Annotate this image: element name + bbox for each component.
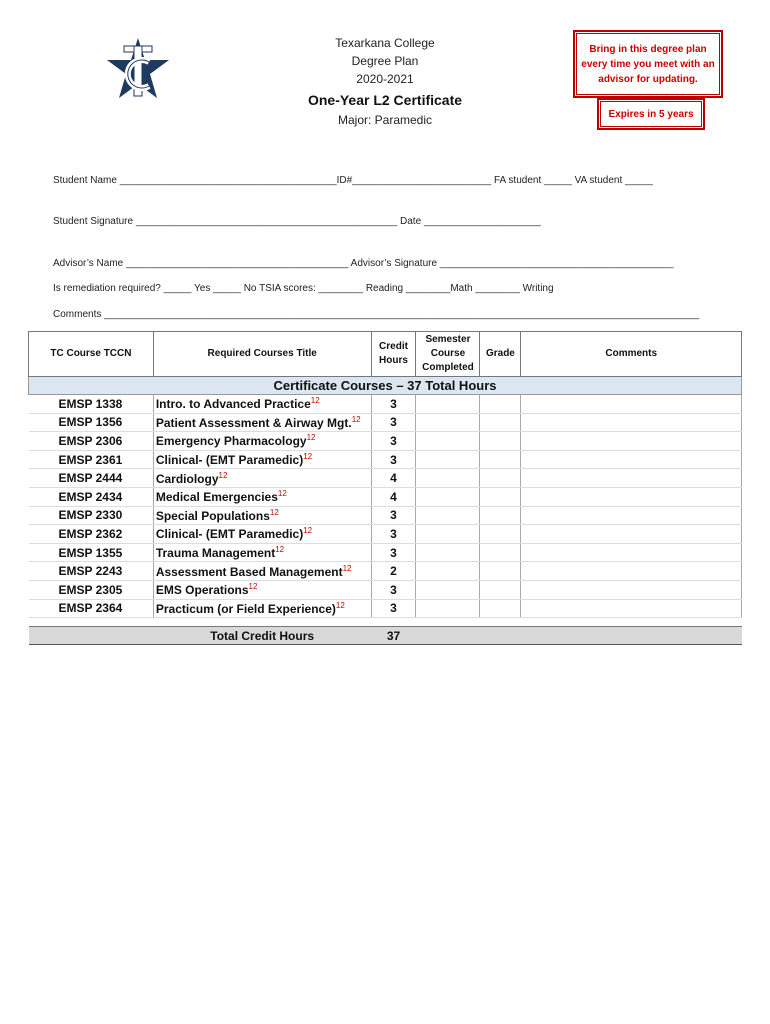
credit-hours [371, 413, 416, 432]
major: Major: Paramedic [337, 113, 433, 127]
course-title [153, 599, 371, 618]
course-code-text: EMSP 1338 [58, 396, 123, 411]
comments-cell[interactable] [521, 450, 742, 469]
course-code-text: EMSP 2330 [58, 508, 123, 523]
course-code-text: EMSP 1356 [58, 415, 123, 430]
grade-cell[interactable] [480, 562, 521, 581]
student-info-line[interactable]: Student Name _______________________________________ID#_________________________ FA student _____ VA student _____ [53, 175, 653, 186]
course-title [153, 543, 371, 562]
course-code [29, 506, 154, 525]
course-title-text: EMS Operations [155, 583, 249, 598]
semester-cell[interactable] [416, 432, 480, 451]
table-row [29, 432, 742, 451]
comments-line[interactable]: Comments ___________________________________________________________________________________________________________ [53, 309, 700, 320]
comments-cell[interactable] [521, 506, 742, 525]
comments-cell[interactable] [521, 413, 742, 432]
course-code [29, 395, 154, 414]
course-title-text: Practicum (or Field Experience) [155, 601, 336, 616]
table-row [29, 562, 742, 581]
course-code-text: EMSP 1355 [58, 545, 123, 560]
footnote-marker: 12 [303, 452, 313, 462]
course-title-text: Trauma Management [155, 546, 276, 561]
semester-cell[interactable] [416, 469, 480, 488]
credit-hours-text: 3 [390, 526, 397, 541]
table-row [29, 599, 742, 618]
table-row [29, 525, 742, 544]
credit-hours [371, 395, 416, 414]
header-comments: Comments [521, 332, 742, 377]
semester-cell[interactable] [416, 580, 480, 599]
course-code-text: EMSP 2361 [58, 452, 123, 467]
semester-cell[interactable] [416, 506, 480, 525]
course-rows [29, 395, 742, 618]
grade-cell[interactable] [480, 506, 521, 525]
footnote-marker: 12 [310, 396, 320, 406]
semester-cell[interactable] [416, 450, 480, 469]
course-code-text: EMSP 2444 [58, 471, 123, 486]
course-title [153, 450, 371, 469]
credit-hours-text: 3 [390, 452, 397, 467]
footnote-marker: 12 [335, 600, 345, 610]
academic-year: 2020-2021 [356, 72, 414, 86]
comments-cell[interactable] [521, 395, 742, 414]
table-row [29, 506, 742, 525]
comments-cell[interactable] [521, 525, 742, 544]
credit-hours-text: 3 [390, 433, 397, 448]
course-code [29, 562, 154, 581]
credit-hours-text: 3 [390, 508, 397, 523]
table-spacer [29, 618, 742, 627]
semester-cell[interactable] [416, 543, 480, 562]
total-hours: 37 [371, 627, 416, 645]
grade-cell[interactable] [480, 599, 521, 618]
comments-cell[interactable] [521, 580, 742, 599]
footnote-marker: 12 [269, 507, 279, 517]
course-code [29, 432, 154, 451]
grade-cell[interactable] [480, 395, 521, 414]
course-title [153, 413, 371, 432]
section-title: Certificate Courses – 37 Total Hours [29, 377, 742, 395]
grade-cell[interactable] [480, 487, 521, 506]
footnote-marker: 12 [218, 470, 228, 480]
header-semester: Semester Course Completed [416, 332, 480, 377]
course-title-text: Patient Assessment & Airway Mgt. [155, 415, 352, 430]
doc-type: Degree Plan [351, 54, 419, 68]
course-table [28, 331, 742, 645]
course-title [153, 395, 371, 414]
credit-hours [371, 525, 416, 544]
course-code-text: EMSP 2306 [58, 433, 123, 448]
credit-hours-text: 3 [390, 415, 397, 430]
credit-hours [371, 506, 416, 525]
credit-hours-text: 3 [390, 545, 397, 560]
college-logo [105, 36, 171, 102]
credit-hours [371, 487, 416, 506]
credit-hours [371, 599, 416, 618]
table-row [29, 580, 742, 599]
semester-cell[interactable] [416, 395, 480, 414]
footnote-marker: 12 [275, 545, 285, 555]
table-row [29, 450, 742, 469]
credit-hours-text: 4 [390, 489, 397, 504]
semester-cell[interactable] [416, 487, 480, 506]
grade-cell[interactable] [480, 432, 521, 451]
credit-hours [371, 469, 416, 488]
header-course: TC Course TCCN [29, 332, 154, 377]
table-row [29, 413, 742, 432]
comments-cell[interactable] [521, 543, 742, 562]
comments-cell[interactable] [521, 469, 742, 488]
course-title-text: Special Populations [155, 508, 270, 523]
credit-hours [371, 580, 416, 599]
credit-hours-text: 3 [390, 601, 397, 616]
footnote-marker: 12 [342, 563, 352, 573]
grade-cell[interactable] [480, 413, 521, 432]
certificate-title: One-Year L2 Certificate [307, 92, 463, 108]
footnote-marker: 12 [248, 582, 258, 592]
header-credit: Credit Hours [371, 332, 416, 377]
course-title [153, 469, 371, 488]
course-title-text: Medical Emergencies [155, 490, 278, 505]
semester-cell[interactable] [416, 562, 480, 581]
grade-cell[interactable] [480, 450, 521, 469]
course-code-text: EMSP 2434 [58, 489, 123, 504]
credit-hours [371, 450, 416, 469]
course-code [29, 469, 154, 488]
footnote-marker: 12 [303, 526, 313, 536]
table-row [29, 543, 742, 562]
course-code-text: EMSP 2364 [58, 601, 123, 616]
expiry-notice-box: Expires in 5 years [597, 98, 705, 130]
comments-cell[interactable] [521, 432, 742, 451]
course-code [29, 413, 154, 432]
grade-cell[interactable] [480, 543, 521, 562]
credit-hours [371, 432, 416, 451]
remediation-line[interactable]: Is remediation required? _____ Yes _____ No TSIA scores: ________ Reading ________Math ________ Writing [53, 283, 554, 294]
course-title-text: Assessment Based Management [155, 564, 343, 579]
total-label: Total Credit Hours [153, 627, 371, 645]
course-title-text: Intro. to Advanced Practice [155, 397, 311, 412]
course-title-text: Cardiology [155, 471, 219, 486]
header-title: Required Courses Title [153, 332, 371, 377]
grade-cell[interactable] [480, 525, 521, 544]
credit-hours-text: 3 [390, 396, 397, 411]
grade-cell[interactable] [480, 580, 521, 599]
advisor-line[interactable]: Advisor’s Name ________________________________________ Advisor’s Signature __________________________________________ [53, 258, 674, 269]
semester-cell[interactable] [416, 599, 480, 618]
course-title [153, 487, 371, 506]
course-code [29, 580, 154, 599]
college-name: Texarkana College [335, 36, 435, 50]
table-row [29, 487, 742, 506]
table-row [29, 395, 742, 414]
header-grade: Grade [480, 332, 521, 377]
course-code [29, 450, 154, 469]
student-signature-line[interactable]: Student Signature _______________________________________________ Date _____________________ [53, 216, 541, 227]
course-code-text: EMSP 2305 [58, 582, 123, 597]
semester-cell[interactable] [416, 525, 480, 544]
course-title-text: Clinical- (EMT Paramedic) [155, 453, 304, 468]
course-title-text: Emergency Pharmacology [155, 434, 307, 449]
course-code [29, 543, 154, 562]
total-row [29, 627, 742, 645]
course-title-text: Clinical- (EMT Paramedic) [155, 527, 304, 542]
course-title [153, 580, 371, 599]
section-row [29, 377, 742, 395]
credit-hours [371, 562, 416, 581]
update-notice-box: Bring in this degree plan every time you meet with an advisor for updating. [573, 30, 723, 98]
course-title [153, 562, 371, 581]
table-row [29, 469, 742, 488]
credit-hours-text: 4 [390, 471, 397, 486]
course-title [153, 506, 371, 525]
course-title [153, 525, 371, 544]
course-code [29, 599, 154, 618]
semester-cell[interactable] [416, 413, 480, 432]
course-title [153, 432, 371, 451]
footnote-marker: 12 [306, 433, 316, 443]
credit-hours-text: 3 [390, 582, 397, 597]
credit-hours-text: 2 [390, 564, 397, 579]
footnote-marker: 12 [351, 414, 361, 424]
course-code-text: EMSP 2362 [58, 526, 123, 541]
course-code [29, 487, 154, 506]
footnote-marker: 12 [277, 489, 287, 499]
comments-cell[interactable] [521, 562, 742, 581]
credit-hours [371, 543, 416, 562]
grade-cell[interactable] [480, 469, 521, 488]
course-code-text: EMSP 2243 [58, 564, 123, 579]
table-header-row [29, 332, 742, 377]
comments-cell[interactable] [521, 487, 742, 506]
comments-cell[interactable] [521, 599, 742, 618]
course-code [29, 525, 154, 544]
